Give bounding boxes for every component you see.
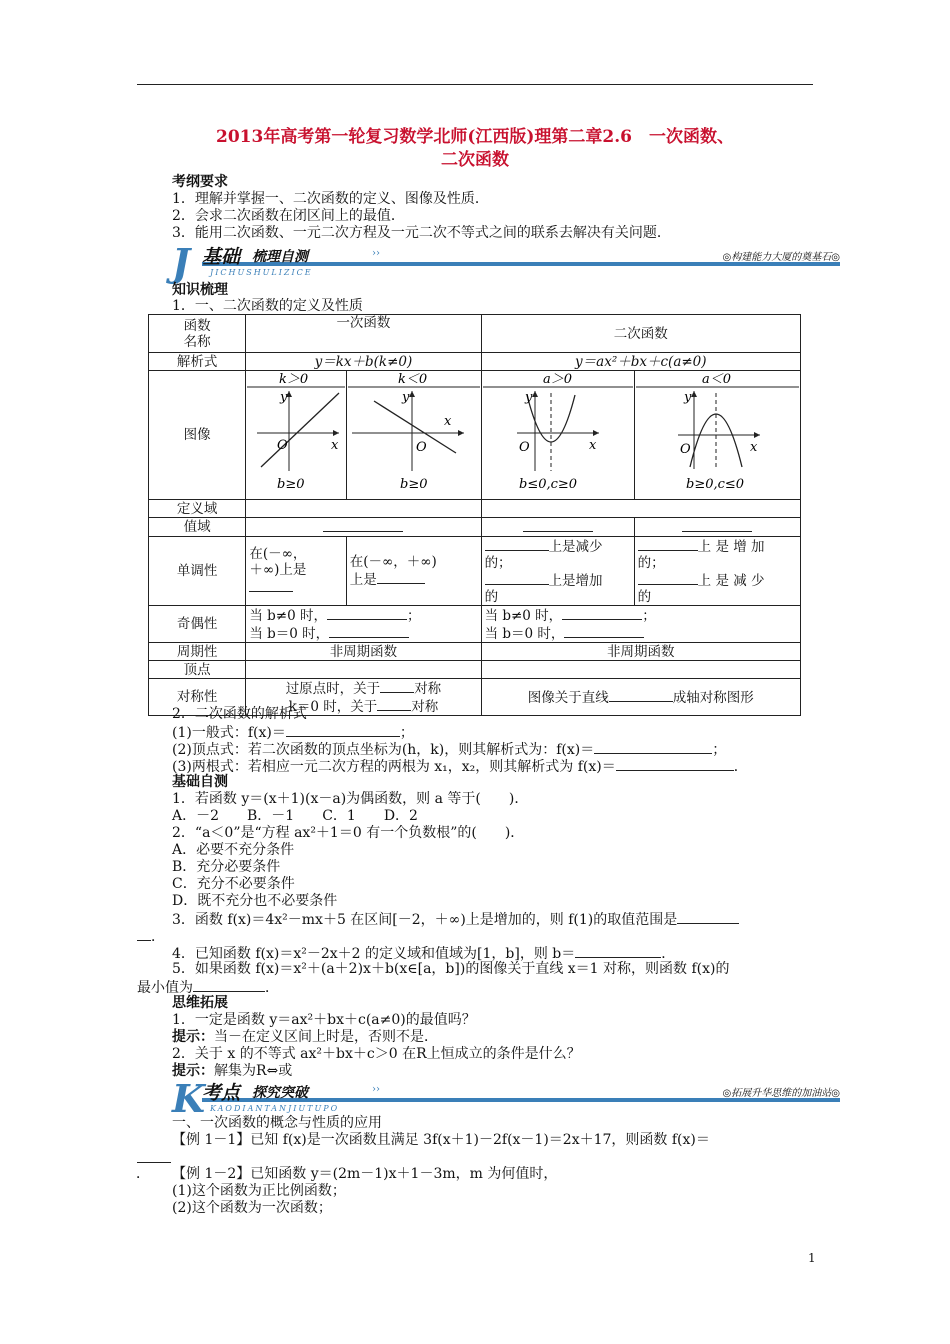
selftest-q3 [172,910,739,929]
period-linear: 非周期函数 [246,643,481,661]
selftest-q5-cont: 最小值为 ． [137,980,279,996]
cond-label: b≥0 [277,477,305,492]
banner-arrows-icon: ›› [372,1084,380,1095]
banner-letter: K [172,1076,206,1121]
graph-k-positive [247,371,345,495]
row-label-period: 周期性 [149,643,246,661]
syllabus-item: 3．能用二次函数、一元二次方程及一元二次不等式之间的联系去解决有关问题． [172,225,671,241]
svg-text:y: y [683,390,692,405]
cond-label: b≥0 [399,477,428,492]
header-function-name: 函数 名称 [149,315,246,353]
top-rule [137,84,813,85]
linear-formula: y＝kx＋b(k≠0) [246,353,481,371]
sym-text: 图像关于直线 [527,690,609,706]
banner-name: 基础 [202,246,241,268]
svg-text:y: y [280,390,288,405]
mono-linear-neg [346,537,481,606]
example-1-1: 【例 1－1】已知 f(x)是一次函数且满足 3f(x＋1)－2f(x－1)＝2x＋17，则函数 f(x)＝ [172,1132,710,1148]
row-label-formula: 解析式 [149,353,246,371]
form-text: (2)顶点式：若二次函数的顶点坐标为(h，k)，则其解析式为：f(x)＝ [172,742,595,758]
knowledge-section2: 2．二次函数的解析式 [172,706,307,722]
parity-text: 当 b＝0 时， [249,626,330,642]
knowledge-heading: 知识梳理 [172,282,228,298]
knowledge-section1: 1．一、二次函数的定义及性质 [172,298,363,314]
selftest-q2-option: C．充分不必要条件 [172,876,295,892]
range-quad-neg-blank [634,518,800,537]
mono-text: 的 [484,589,499,605]
mono-text: 的； [637,555,665,571]
syllabus-heading: 考纲要求 [172,174,228,190]
parity-text: 当 b＝0 时， [484,626,565,642]
row-label-range: 值域 [149,518,246,537]
section-banner-basics [172,240,840,285]
sym-text: 对称 [411,699,439,715]
vertex-quad-blank [481,661,800,679]
cond-label: b≤0,c≥0 [518,477,577,492]
quadratic-formula: y＝ax²＋bx＋c(a≠0) [481,353,800,371]
period-quad: 非周期函数 [481,643,800,661]
svg-text:O: O [679,442,691,457]
form-vertex: (2)顶点式：若二次函数的顶点坐标为(h，k)，则其解析式为：f(x)＝ ； [172,742,727,758]
function-properties-table [148,314,801,716]
row-label-graph: 图像 [149,371,246,500]
parity-linear: 当 b≠0 时， ； 当 b＝0 时， [246,606,481,643]
banner-subtitle: 探究突破 [252,1085,308,1101]
hint-text: 当－在定义区间上时是，否则不是． [214,1029,438,1045]
row-label-monotonicity: 单调性 [149,537,246,606]
svg-text:y: y [524,390,532,405]
parity-text: 当 b≠0 时， [249,608,327,624]
selftest-q2-option: B．充分必要条件 [172,859,281,875]
mono-text: 上 是 增 加 [697,539,765,555]
section-banner-exam-points [172,1076,840,1121]
mono-text: 在(－∞， ＋∞)上是 [249,546,307,578]
selftest-heading: 基础自测 [172,774,228,790]
form-general: (1)一般式：f(x)＝ ； [172,725,414,741]
sym-text: k＝0 时，关于 [288,699,378,715]
ex1-end: ． [136,1166,150,1182]
symmetry-quad [481,679,800,716]
selftest-q1: 1．若函数 y＝(x＋1)(x－a)为偶函数，则 a 等于( )． [172,791,529,807]
banner-name: 考点 [202,1082,241,1104]
banner-subtitle: 梳理自测 [252,249,308,265]
graph-k-negative [348,371,480,495]
banner-arrows-icon: ›› [372,248,380,259]
range-quad-pos-blank [481,518,634,537]
svg-text:x: x [588,438,596,453]
parity-text: 当 b≠0 时， [484,608,563,624]
banner-pinyin: JICHUSHULIZICE [210,268,313,277]
banner-motto: ◎拓展升华思维的加油站◎ [722,1088,840,1099]
header-quadratic: 二次函数 [481,315,800,353]
hint-label: 提示： [172,1063,214,1079]
svg-text:x: x [331,438,339,453]
banner-motto: ◎构建能力大厦的奠基石◎ [722,252,840,263]
svg-text:O: O [415,440,427,455]
svg-text:O: O [518,440,530,455]
graph-linear-neg [346,371,481,500]
graph-linear-pos [246,371,346,500]
selftest-q2-option: D．既不充分也不必要条件 [172,893,338,909]
domain-linear-blank [246,500,481,518]
form-text: (1)一般式：f(x)＝ [172,725,286,741]
sym-text: 过原点时，关于 [285,681,381,697]
doc-title-line1: 2013年高考第一轮复习数学北师(江西版)理第二章2.6 一次函数、 [216,127,734,147]
hint-text: 解集为R⇔或 [214,1063,293,1079]
graph-a-negative [636,371,799,495]
header-linear: 一次函数 [246,315,481,353]
syllabus-item: 1．理解并掌握一、二次函数的定义、图像及性质． [172,191,489,207]
form-text: (3)两根式：若相应一元二次方程的两根为 x₁，x₂，则其解析式为 f(x)＝ [172,759,616,775]
thinking-q2: 2．关于 x 的不等式 ax²＋bx＋c＞0 在R上恒成立的条件是什么？ [172,1046,581,1062]
syllabus-item: 2．会求二次函数在闭区间上的最值． [172,208,405,224]
row-label-vertex: 顶点 [149,661,246,679]
example-1-2-part2: (2)这个函数为一次函数； [172,1200,332,1216]
selftest-q2-option: A．必要不充分条件 [172,842,295,858]
case-label: a＜0 [701,372,731,387]
banner-letter: J [172,240,190,285]
q5-text: 最小值为 [137,980,193,996]
svg-text:y: y [401,390,409,405]
case-label: a＞0 [542,372,572,387]
range-linear-blank [246,518,481,537]
svg-text:x: x [443,414,451,429]
sym-text: 对称 [414,681,442,697]
selftest-q5: 5．如果函数 f(x)＝x²＋(a＋2)x＋b(x∈[a，b])的图像关于直线 x＝1 对称，则函数 f(x)的 [172,961,730,977]
ex2-text: 【例 1－2】已知函数 y＝(2m－1)x＋1－3m，m 为何值时， [172,1166,558,1182]
q3-end-text: ． [151,929,165,945]
banner-pinyin: KAODIANTANJIUTUPO [210,1104,340,1113]
example-1-2-part1: (1)这个函数为正比例函数； [172,1183,346,1199]
q4-text: 4．已知函数 f(x)＝x²－2x＋2 的定义域和值域为[1，b]，则 b＝ [172,946,576,962]
example-1-2 [136,1166,558,1183]
mono-text: 的 [637,589,652,605]
case-label: k＞0 [279,372,309,387]
form-roots: (3)两根式：若相应一元二次方程的两根为 x₁，x₂，则其解析式为 f(x)＝ ． [172,759,748,775]
sym-text: 成轴对称图形 [672,690,754,706]
selftest-q3-end [137,927,165,946]
selftest-q4: 4．已知函数 f(x)＝x²－2x＋2 的定义域和值域为[1，b]，则 b＝ ． [172,946,676,962]
graph-quad-neg [634,371,800,500]
thinking-heading: 思维拓展 [172,995,228,1011]
page-number: 1 [808,1251,816,1265]
cond-label: b≥0,c≤0 [685,477,744,492]
graph-a-positive [483,371,633,495]
thinking-a1 [172,1029,438,1046]
hint-label: 提示： [172,1029,214,1045]
case-label: k＜0 [397,372,427,387]
domain-quad-blank [481,500,800,518]
selftest-q1-options: A．－2 B．－1 C．1 D．2 [172,808,418,824]
mono-text: 在(－∞，＋∞) 上是 [349,554,437,588]
doc-title-line2: 二次函数 [441,150,509,170]
mono-quad-neg [634,537,800,606]
row-label-parity: 奇偶性 [149,606,246,643]
svg-text:x: x [749,440,758,455]
mono-text: 上是减少 [548,539,603,555]
mono-quad-pos [481,537,634,606]
thinking-q1: 1．一定是函数 y＝ax²＋bx＋c(a≠0)的最值吗？ [172,1012,476,1028]
row-label-symmetry: 对称性 [149,679,246,716]
mono-text: 上 是 减 少 [697,573,765,589]
graph-quad-pos [481,371,634,500]
explore-section1: 一、一次函数的概念与性质的应用 [172,1115,382,1131]
selftest-q2: 2．“a＜0”是“方程 ax²＋1＝0 有一个负数根”的( )． [172,825,525,841]
row-label-domain: 定义域 [149,500,246,518]
mono-text: 的； [484,555,512,571]
vertex-linear-blank [246,661,481,679]
mono-linear-pos [246,537,346,606]
parity-quad: 当 b≠0 时， ； 当 b＝0 时， [481,606,800,643]
q3-text: 3．函数 f(x)＝4x²－mx＋5 在区间[－2，＋∞)上是增加的，则 f(1)的取值范围是 [172,912,678,928]
mono-text: 上是增加 [548,573,603,589]
svg-text:O: O [277,438,288,453]
